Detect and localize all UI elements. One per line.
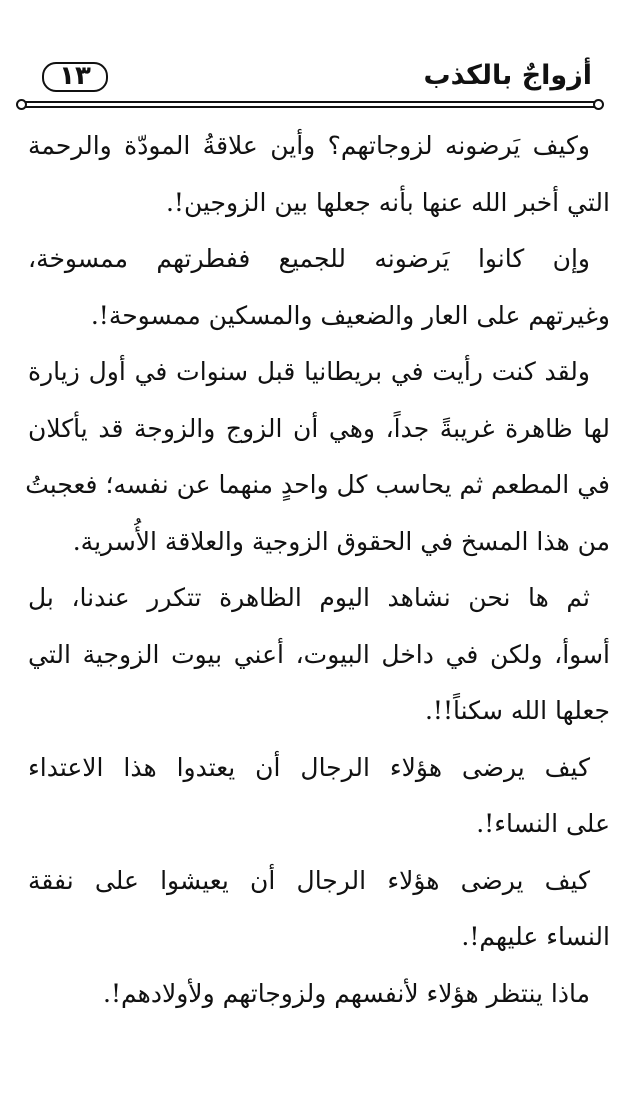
text-line: وكيف يَرضونه لزوجاتهم؟ وأين علاقةُ المودّة والرحمة [28, 131, 590, 160]
text-line: على النساء!. [476, 809, 610, 838]
text-line: النساء عليهم!. [461, 922, 610, 951]
text-line: التي أخبر الله عنها بأنه جعلها بين الزوجين!. [165, 187, 610, 217]
running-title: أزواجٌ بالكذب [423, 60, 592, 91]
page-header [22, 58, 600, 98]
body-text [25, 118, 610, 1022]
text-line: جعلها الله سكناً!!. [424, 696, 610, 725]
text-line: في المطعم ثم يحاسب كل واحدٍ منهما عن نفسه؛ فعجبتُ [25, 470, 610, 499]
text-line: ماذا ينتظر هؤلاء لأنفسهم ولزوجاتهم ولأولادهم!. [103, 978, 590, 1008]
text-line: ثم ها نحن نشاهد اليوم الظاهرة تتكرر عندنا، بل [28, 583, 590, 612]
header-rule [22, 101, 598, 108]
text-line: وإن كانوا يَرضونه للجميع ففطرتهم ممسوخة، [28, 244, 590, 273]
page-number: ١٣ [42, 62, 108, 92]
text-line: لها ظاهرة غريبةً جداً، وهي أن الزوج والزوجة قد يأكلان [28, 413, 610, 443]
text-line: وغيرتهم على العار والضعيف والمسكين ممسوحة!. [90, 300, 610, 330]
text-line: ولقد كنت رأيت في بريطانيا قبل سنوات في أول زيارة [28, 357, 590, 386]
text-line: أسوأ، ولكن في داخل البيوت، أعني بيوت الزوجية التي [28, 639, 610, 669]
text-line: من هذا المسخ في الحقوق الزوجية والعلاقة الأُسرية. [72, 526, 610, 556]
text-line: كيف يرضى هؤلاء الرجال أن يعيشوا على نفقة [28, 865, 590, 895]
text-line: كيف يرضى هؤلاء الرجال أن يعتدوا هذا الاعتداء [28, 752, 590, 782]
